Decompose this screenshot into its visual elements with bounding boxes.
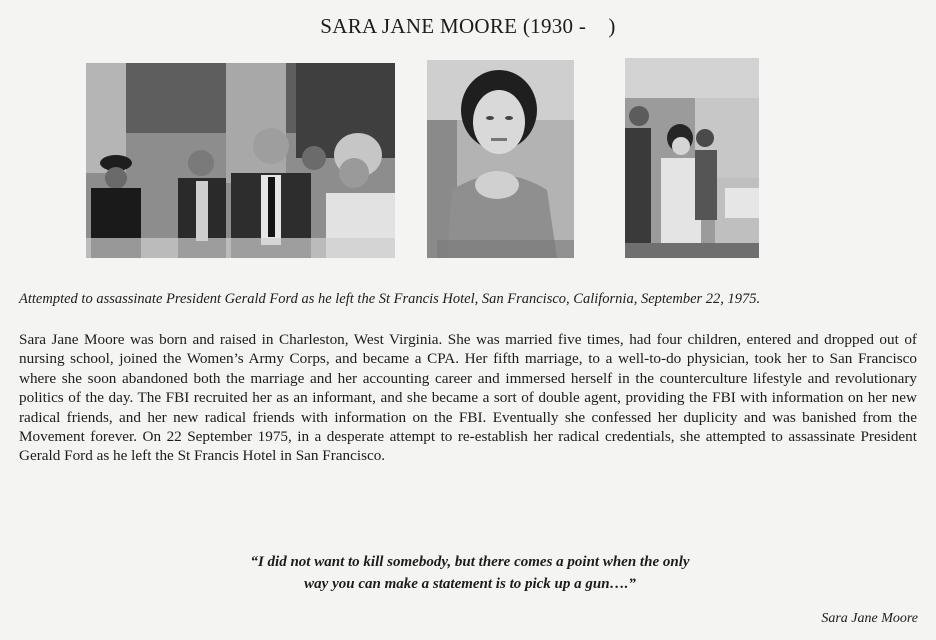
- quote-line-2: way you can make a statement is to pick up a gun….”: [304, 576, 636, 592]
- photo-moore-escorted: [625, 58, 759, 258]
- photo-portrait-moore: [427, 60, 574, 258]
- biography-text: Sara Jane Moore was born and raised in Charleston, West Virginia. She was married five times, had four children, entered and dropped out of nursing school, joined the Women’s Army Corps, and became a CPA. Her fifth marriage, to a well-to-do physician, took her to San Francisco where she soon abandoned both the marriage and her accounting career and immersed herself in the counterculture lifestyle and revolutionary politics of the day. The FBI recruited her as an informant, and she became a sort of double agent, providing the FBI with information on her new radical friends, and her new radical friends with information on the FBI. Eventually she confessed her duplicity and was banished from the Movement forever. On 22 September 1975, in a desperate attempt to re-establish her radical credentials, she attempted to assassinate President Gerald Ford as he left the St Francis Hotel in San Francisco.: [19, 331, 917, 465]
- photo-crowd-ford: [86, 63, 395, 258]
- photo-caption: Attempted to assassinate President Gerald Ford as he left the St Francis Hotel, San Francisco, California, September 22, 1975.: [19, 291, 761, 307]
- quote: [150, 551, 790, 595]
- document-title: SARA JANE MOORE (1930 - ): [320, 14, 616, 38]
- quote-attribution: Sara Jane Moore: [821, 611, 918, 626]
- quote-line-1: “I did not want to kill somebody, but there comes a point when the only: [250, 554, 690, 570]
